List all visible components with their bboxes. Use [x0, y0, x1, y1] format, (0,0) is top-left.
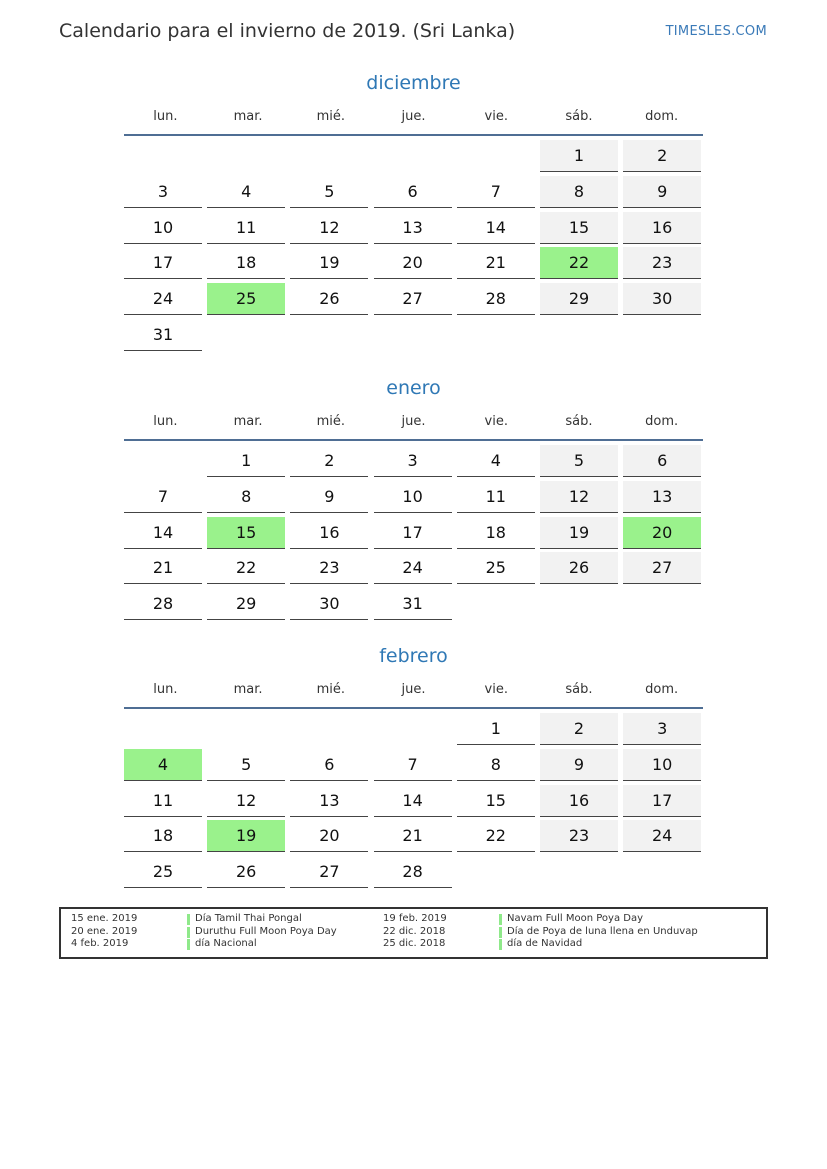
weekday-label: sáb.	[565, 109, 593, 124]
day-cell[interactable]: 17	[124, 247, 202, 279]
weekday-label: lun.	[153, 414, 178, 429]
holiday-day-cell[interactable]: 20	[623, 517, 701, 549]
weekday-label: mié.	[316, 109, 345, 124]
weekday-label: dom.	[645, 109, 679, 124]
day-cell[interactable]: 10	[124, 212, 202, 244]
day-cell[interactable]: 12	[540, 481, 618, 513]
day-cell[interactable]: 18	[207, 247, 285, 279]
day-cell[interactable]: 19	[540, 517, 618, 549]
day-cell[interactable]: 7	[374, 749, 452, 781]
weekday-label: lun.	[153, 682, 178, 697]
weekday-label: dom.	[645, 682, 679, 697]
legend-date: 22 dic. 2018	[383, 925, 446, 937]
header-divider	[124, 707, 703, 709]
day-cell[interactable]: 31	[124, 319, 202, 351]
day-cell[interactable]: 4	[457, 445, 535, 477]
legend-holiday-name: Navam Full Moon Poya Day	[507, 913, 643, 924]
day-cell[interactable]: 1	[540, 140, 618, 172]
legend-color-marker	[187, 914, 190, 925]
brand-logo[interactable]: TIMESLES.COM	[665, 24, 767, 39]
holiday-day-cell[interactable]: 19	[207, 820, 285, 852]
legend-holiday-name: Día de Poya de luna llena en Unduvap	[507, 925, 698, 937]
day-cell[interactable]: 25	[457, 552, 535, 584]
weekday-header	[124, 104, 703, 130]
weekday-label: mar.	[233, 414, 263, 429]
weekday-label: sáb.	[565, 682, 593, 697]
day-cell[interactable]: 12	[290, 212, 368, 244]
day-cell[interactable]: 1	[457, 713, 535, 745]
day-cell[interactable]: 26	[207, 856, 285, 888]
day-cell[interactable]: 10	[374, 481, 452, 513]
day-cell[interactable]: 28	[457, 283, 535, 315]
day-cell[interactable]: 27	[290, 856, 368, 888]
day-cell[interactable]: 5	[207, 749, 285, 781]
day-cell[interactable]: 23	[623, 247, 701, 279]
month-title: febrero	[379, 645, 448, 667]
weekday-label: vie.	[484, 682, 508, 697]
legend-color-marker	[187, 927, 190, 938]
day-cell[interactable]: 26	[290, 283, 368, 315]
day-grid	[124, 713, 703, 892]
day-cell[interactable]: 2	[290, 445, 368, 477]
header-divider	[124, 439, 703, 441]
weekday-label: vie.	[484, 109, 508, 124]
day-cell[interactable]: 1	[207, 445, 285, 477]
day-cell[interactable]: 17	[623, 785, 701, 817]
day-cell[interactable]: 5	[290, 176, 368, 208]
legend-holiday-name: día Nacional	[195, 938, 257, 949]
day-cell[interactable]: 24	[124, 283, 202, 315]
day-cell[interactable]: 7	[457, 176, 535, 208]
day-cell[interactable]: 16	[623, 212, 701, 244]
day-cell[interactable]: 25	[124, 856, 202, 888]
day-cell[interactable]: 24	[374, 552, 452, 584]
day-cell[interactable]: 14	[124, 517, 202, 549]
day-cell[interactable]: 22	[457, 820, 535, 852]
day-cell[interactable]: 26	[540, 552, 618, 584]
day-cell[interactable]: 15	[540, 212, 618, 244]
month-title: diciembre	[366, 72, 461, 94]
day-cell[interactable]: 10	[623, 749, 701, 781]
month-january	[124, 373, 703, 624]
weekday-label: sáb.	[565, 414, 593, 429]
month-title: enero	[386, 377, 441, 399]
day-cell[interactable]: 22	[207, 552, 285, 584]
day-cell[interactable]: 21	[374, 820, 452, 852]
weekday-label: jue.	[401, 414, 426, 429]
day-cell[interactable]: 9	[540, 749, 618, 781]
day-cell[interactable]: 2	[623, 140, 701, 172]
day-cell[interactable]: 27	[374, 283, 452, 315]
day-cell[interactable]: 6	[374, 176, 452, 208]
weekday-label: jue.	[401, 109, 426, 124]
day-cell[interactable]: 6	[290, 749, 368, 781]
weekday-label: jue.	[401, 682, 426, 697]
day-cell[interactable]: 19	[290, 247, 368, 279]
day-cell[interactable]: 21	[457, 247, 535, 279]
day-cell[interactable]: 23	[290, 552, 368, 584]
legend-color-marker	[187, 939, 190, 950]
day-cell[interactable]: 13	[374, 212, 452, 244]
day-grid	[124, 445, 703, 624]
legend-date: 15 ene. 2019	[71, 913, 138, 924]
legend-color-marker	[499, 927, 502, 938]
day-cell[interactable]: 30	[290, 588, 368, 620]
day-cell[interactable]: 13	[290, 785, 368, 817]
day-cell[interactable]: 9	[623, 176, 701, 208]
legend-date: 20 ene. 2019	[71, 925, 138, 937]
weekday-label: vie.	[484, 414, 508, 429]
weekday-header	[124, 409, 703, 435]
day-cell[interactable]: 29	[207, 588, 285, 620]
legend-holiday-name: día de Navidad	[507, 938, 583, 949]
day-cell[interactable]: 12	[207, 785, 285, 817]
day-cell[interactable]: 8	[207, 481, 285, 513]
day-cell[interactable]: 2	[540, 713, 618, 745]
day-cell[interactable]: 30	[623, 283, 701, 315]
day-cell[interactable]: 8	[540, 176, 618, 208]
day-cell[interactable]: 21	[124, 552, 202, 584]
day-cell[interactable]: 20	[290, 820, 368, 852]
day-cell[interactable]: 5	[540, 445, 618, 477]
weekday-label: dom.	[645, 414, 679, 429]
legend-color-marker	[499, 939, 502, 950]
day-cell[interactable]: 14	[374, 785, 452, 817]
day-cell[interactable]: 3	[623, 713, 701, 745]
day-cell[interactable]: 14	[457, 212, 535, 244]
day-cell[interactable]: 17	[374, 517, 452, 549]
day-cell[interactable]: 24	[623, 820, 701, 852]
weekday-label: mié.	[316, 414, 345, 429]
day-cell[interactable]: 13	[623, 481, 701, 513]
day-cell[interactable]: 18	[124, 820, 202, 852]
day-grid	[124, 140, 703, 355]
day-cell[interactable]: 11	[124, 785, 202, 817]
weekday-label: mar.	[233, 682, 263, 697]
holiday-day-cell[interactable]: 25	[207, 283, 285, 315]
day-cell[interactable]: 16	[540, 785, 618, 817]
day-cell[interactable]: 4	[207, 176, 285, 208]
weekday-header	[124, 677, 703, 703]
holiday-day-cell[interactable]: 15	[207, 517, 285, 549]
day-cell[interactable]: 11	[457, 481, 535, 513]
day-cell[interactable]: 9	[290, 481, 368, 513]
day-cell[interactable]: 3	[374, 445, 452, 477]
day-cell[interactable]: 15	[457, 785, 535, 817]
day-cell[interactable]: 23	[540, 820, 618, 852]
holiday-day-cell[interactable]: 22	[540, 247, 618, 279]
legend-holiday-name: Día Tamil Thai Pongal	[195, 913, 302, 924]
day-cell[interactable]: 7	[124, 481, 202, 513]
day-cell[interactable]: 28	[374, 856, 452, 888]
day-cell[interactable]: 11	[207, 212, 285, 244]
weekday-label: mar.	[233, 109, 263, 124]
legend-date: 4 feb. 2019	[71, 938, 129, 949]
page-title: Calendario para el invierno de 2019. (Sri Lanka)	[59, 20, 516, 42]
day-cell[interactable]: 6	[623, 445, 701, 477]
holiday-day-cell[interactable]: 4	[124, 749, 202, 781]
day-cell[interactable]: 28	[124, 588, 202, 620]
legend-color-marker	[499, 914, 502, 925]
day-cell[interactable]: 20	[374, 247, 452, 279]
day-cell[interactable]: 31	[374, 588, 452, 620]
weekday-label: mié.	[316, 682, 345, 697]
legend-date: 19 feb. 2019	[383, 913, 447, 924]
month-february	[124, 641, 703, 892]
legend-holiday-name: Duruthu Full Moon Poya Day	[195, 925, 337, 937]
header-divider	[124, 134, 703, 136]
day-cell[interactable]: 8	[457, 749, 535, 781]
month-december	[124, 68, 703, 355]
weekday-label: lun.	[153, 109, 178, 124]
day-cell[interactable]: 3	[124, 176, 202, 208]
day-cell[interactable]: 27	[623, 552, 701, 584]
day-cell[interactable]: 18	[457, 517, 535, 549]
day-cell[interactable]: 16	[290, 517, 368, 549]
holiday-legend	[59, 907, 768, 959]
day-cell[interactable]: 29	[540, 283, 618, 315]
legend-date: 25 dic. 2018	[383, 938, 446, 949]
